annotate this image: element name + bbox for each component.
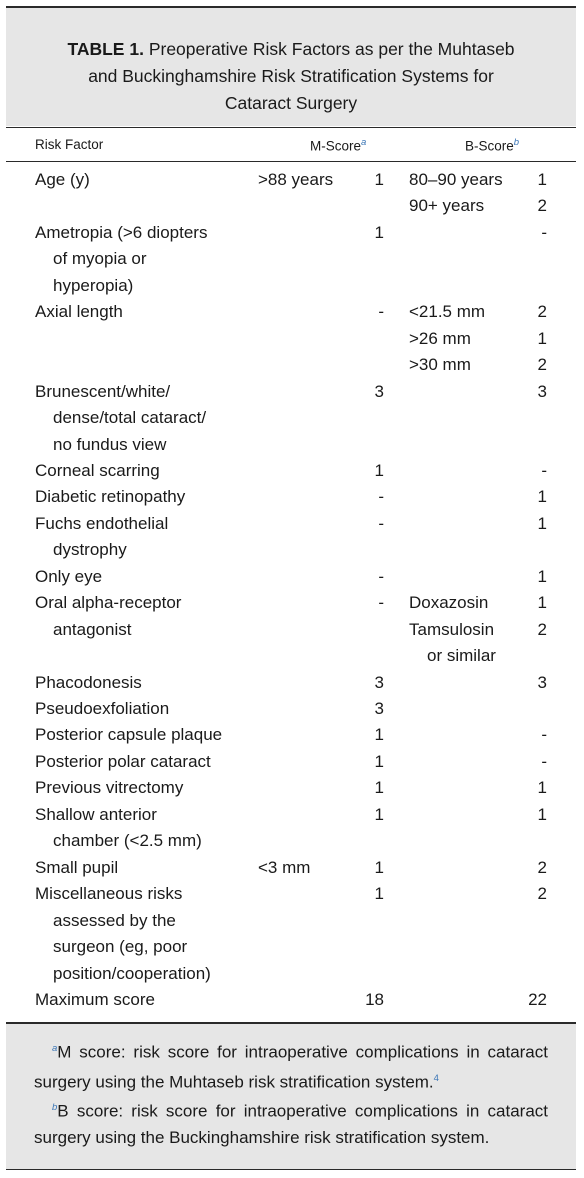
header-top-rule [6, 127, 576, 128]
risk-factor-cell: Oral alpha-receptor [35, 593, 182, 613]
table-row [0, 725, 584, 751]
b-score-cell: 1 [537, 593, 547, 613]
m-score-cell: - [378, 513, 384, 533]
table-row [0, 382, 584, 408]
risk-factor-cell: Posterior capsule plaque [35, 725, 223, 745]
title-line-3: Cataract Surgery [224, 93, 358, 113]
table-label: TABLE 1. [67, 39, 144, 59]
m-score-cell: 1 [374, 751, 384, 771]
b-criterion-cell: <21.5 mm [409, 302, 486, 322]
b-score-cell: - [541, 725, 547, 745]
b-criterion-cell: Doxazosin [409, 593, 489, 613]
risk-factor-cell: Posterior polar cataract [35, 751, 211, 771]
b-score-cell: 22 [528, 989, 547, 1009]
risk-factor-cell: Small pupil [35, 857, 119, 877]
footnote-b: $^b$B score: risk score for intraoperative complications in cataract surgery using the Buckinghamshire risk stratification system. [34, 1101, 548, 1147]
table-row [0, 249, 584, 275]
m-criterion-cell: <3 mm [258, 857, 311, 877]
risk-factor-cell: chamber (<2.5 mm) [53, 831, 202, 851]
table-row [0, 752, 584, 778]
risk-factor-cell: Axial length [35, 302, 123, 322]
b-score-cell: 1 [537, 778, 547, 798]
header-risk-factor: Risk Factor [35, 137, 104, 152]
m-score-cell: 1 [374, 222, 384, 242]
table-title [6, 6, 576, 126]
table-row [0, 831, 584, 857]
m-criterion-cell: >88 years [258, 170, 334, 189]
table-row [0, 487, 584, 513]
table-row [0, 620, 584, 646]
b-criterion-cell: >30 mm [409, 355, 471, 375]
b-criterion-cell: >26 mm [409, 328, 471, 348]
risk-factor-cell: Ametropia (>6 diopters [35, 222, 208, 242]
b-score-cell: 1 [537, 566, 547, 586]
m-score-cell: 3 [374, 672, 384, 692]
b-score-cell: 3 [537, 672, 547, 692]
table-footnotes [6, 1022, 576, 1170]
table-row [0, 937, 584, 963]
b-score-cell: 2 [537, 884, 547, 904]
m-score-cell: - [378, 566, 384, 586]
risk-factor-cell: Diabetic retinopathy [35, 487, 186, 507]
m-score-cell: - [378, 593, 384, 613]
b-criterion-cell: or similar [427, 646, 496, 666]
risk-factor-cell: surgeon (eg, poor [53, 937, 188, 957]
risk-factor-cell: Maximum score [35, 989, 155, 1009]
risk-factor-cell: of myopia or [53, 249, 147, 269]
table-row [0, 673, 584, 699]
table-row [0, 884, 584, 910]
table-row [0, 540, 584, 566]
risk-factor-cell: assessed by the [53, 910, 176, 930]
b-criterion-cell: 80–90 years [409, 170, 503, 189]
m-score-cell: 18 [365, 989, 384, 1009]
risk-factor-cell: Brunescent/white/ [35, 381, 171, 401]
table-row [0, 302, 584, 328]
b-score-cell: 1 [537, 170, 547, 189]
risk-factor-cell: Pseudoexfoliation [35, 699, 170, 718]
header-m-score: M-Score$^a$ [310, 137, 367, 154]
table-row [0, 805, 584, 831]
header-b-score: B-Score$^b$ [465, 137, 520, 154]
risk-factor-cell: Only eye [35, 566, 103, 586]
m-score-cell: 1 [374, 857, 384, 877]
table-row [0, 646, 584, 672]
table-row [0, 964, 584, 990]
table-row [0, 196, 584, 222]
table-row [0, 329, 584, 355]
risk-factor-cell: no fundus view [53, 434, 167, 454]
table-row [0, 911, 584, 937]
m-score-cell: 1 [374, 804, 384, 824]
table-row [0, 355, 584, 381]
b-score-cell: - [541, 460, 547, 480]
risk-factor-cell: Corneal scarring [35, 460, 160, 480]
m-score-cell: - [378, 487, 384, 507]
m-score-cell: 3 [374, 699, 384, 718]
m-score-cell: 1 [374, 778, 384, 798]
b-score-cell: 1 [537, 804, 547, 824]
m-score-cell: 1 [374, 884, 384, 904]
header-bottom-rule [6, 161, 576, 162]
m-score-cell: 1 [374, 170, 384, 189]
risk-factor-cell: dystrophy [53, 540, 127, 560]
table-row [0, 778, 584, 804]
b-score-cell: 1 [537, 487, 547, 507]
risk-factor-cell: Previous vitrectomy [35, 778, 184, 798]
b-criterion-cell: Tamsulosin [409, 619, 495, 639]
risk-factor-cell: Shallow anterior [35, 804, 157, 824]
b-criterion-cell: 90+ years [409, 196, 485, 216]
b-score-cell: - [541, 751, 547, 771]
b-score-cell: 1 [537, 513, 547, 533]
risk-factor-cell: antagonist [53, 619, 132, 639]
b-score-cell: - [541, 222, 547, 242]
m-score-cell: 1 [374, 725, 384, 745]
m-score-cell: 3 [374, 381, 384, 401]
risk-factor-cell: Phacodonesis [35, 672, 142, 692]
b-score-cell: 2 [537, 857, 547, 877]
table-row [0, 514, 584, 540]
m-score-cell: - [378, 302, 384, 322]
footnote-a: $^a$M score: risk score for intraoperative complications in cataract surgery using the Muhtaseb risk stratification system.$^4$ [34, 1042, 548, 1092]
risk-factor-cell: dense/total cataract/ [53, 408, 207, 428]
table-row [0, 408, 584, 434]
b-score-cell: 2 [537, 302, 547, 322]
m-score-cell: 1 [374, 460, 384, 480]
b-score-cell: 1 [537, 328, 547, 348]
table-row [0, 461, 584, 487]
risk-factor-cell: Miscellaneous risks [35, 884, 183, 904]
risk-factor-cell: Fuchs endothelial [35, 513, 169, 533]
title-line-2: and Buckinghamshire Risk Stratification Systems for [88, 66, 494, 86]
table-row [0, 990, 584, 1016]
b-score-cell: 2 [537, 196, 547, 216]
title-line-1: Preoperative Risk Factors as per the Muhtaseb [143, 39, 515, 59]
table-row [0, 699, 584, 725]
table-row [0, 567, 584, 593]
b-score-cell: 2 [537, 355, 547, 375]
table-row [0, 593, 584, 619]
b-score-cell: 2 [537, 619, 547, 639]
table-row [0, 858, 584, 884]
b-score-cell: 3 [537, 381, 547, 401]
table-row [0, 435, 584, 461]
table-row [0, 223, 584, 249]
risk-factor-cell: position/cooperation) [53, 963, 211, 983]
table-row [0, 170, 584, 196]
table-row [0, 276, 584, 302]
risk-factor-cell: hyperopia) [53, 275, 134, 295]
risk-factor-cell: Age (y) [35, 170, 90, 189]
